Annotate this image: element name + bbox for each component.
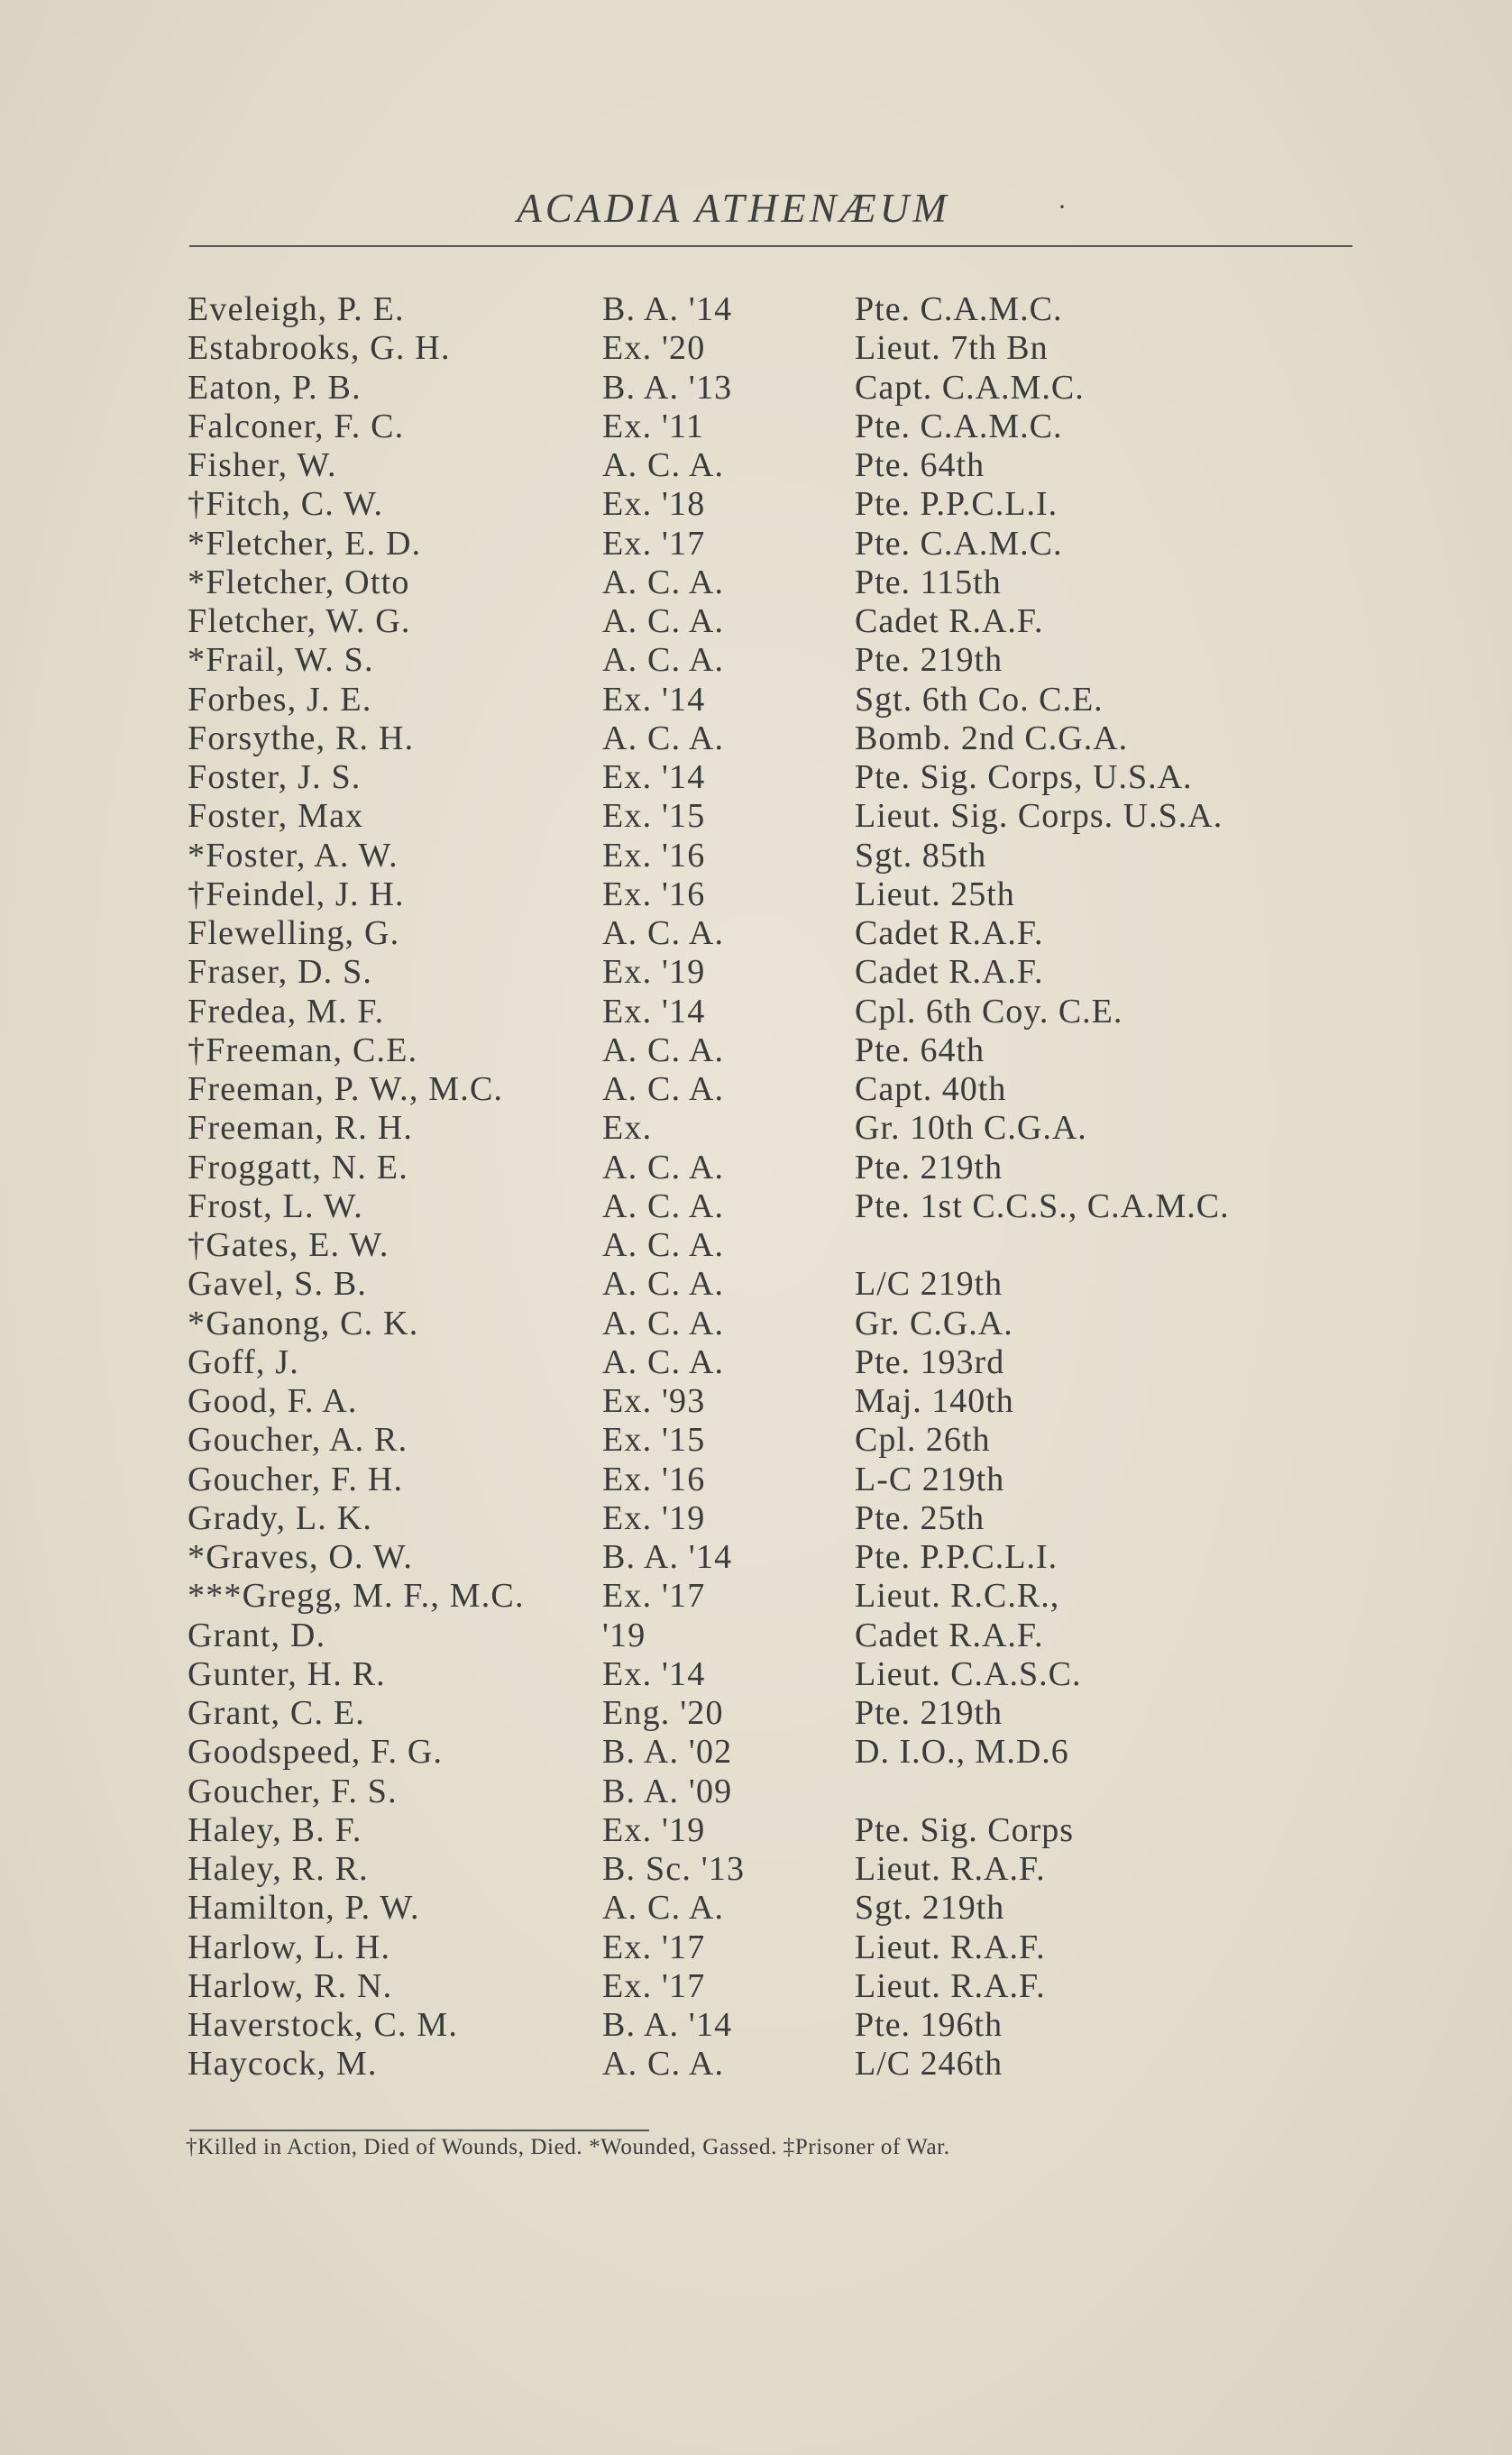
roster-rank: Sgt. 85th — [855, 836, 987, 875]
roster-degree: A. C. A. — [602, 1070, 725, 1108]
roster-degree: A. C. A. — [602, 446, 725, 484]
roster-name: Grant, D. — [188, 1616, 326, 1654]
roster-rank: L/C 219th — [855, 1265, 1003, 1304]
roster-row — [188, 1928, 1432, 1967]
roster-name: Eveleigh, P. E. — [188, 290, 405, 328]
roster-row — [188, 1577, 1432, 1616]
roster-rank: D. I.O., M.D.6 — [855, 1733, 1069, 1772]
roster-rank: Lieut. 25th — [855, 875, 1015, 913]
roster-row — [188, 563, 1432, 602]
roster-name: Haley, B. F. — [188, 1810, 362, 1849]
roster-name: Haley, R. R. — [188, 1850, 369, 1888]
roster-degree: B. A. '14 — [602, 290, 733, 328]
roster-degree: A. C. A. — [602, 1889, 725, 1928]
roster-rank: Cadet R.A.F. — [855, 953, 1044, 992]
roster-name: ***Gregg, M. F., M.C. — [188, 1577, 525, 1616]
roster-row — [188, 408, 1432, 446]
roster-name: Grady, L. K. — [188, 1498, 373, 1537]
roster-degree: B. A. '14 — [602, 1538, 733, 1576]
roster-row — [188, 681, 1432, 719]
roster-row — [188, 1226, 1432, 1265]
roster-row — [188, 1382, 1432, 1421]
roster-rank: Lieut. R.A.F. — [855, 1966, 1046, 2005]
roster-rank: Capt. C.A.M.C. — [855, 368, 1085, 407]
roster-name: Harlow, L. H. — [188, 1928, 391, 1966]
roster-name: Fisher, W. — [188, 446, 337, 484]
roster-rank: Cadet R.A.F. — [855, 602, 1044, 640]
roster-degree: A. C. A. — [602, 914, 725, 952]
roster-rank: Pte. 64th — [855, 1031, 985, 1069]
roster-degree: Ex. '14 — [602, 992, 706, 1031]
roster-name: Forbes, J. E. — [188, 680, 372, 719]
roster-degree: Ex. '93 — [602, 1382, 706, 1420]
roster-row — [188, 1773, 1432, 1811]
roster-name: Froggatt, N. E. — [188, 1148, 408, 1186]
roster-row — [188, 914, 1432, 953]
roster-name: Goucher, F. H. — [188, 1460, 404, 1498]
roster-row — [188, 290, 1432, 329]
roster-rank: Cadet R.A.F. — [855, 914, 1044, 952]
roster-row — [188, 1617, 1432, 1655]
roster-row — [188, 446, 1432, 485]
roster-name: †Feindel, J. H. — [188, 875, 405, 913]
roster-row — [188, 329, 1432, 368]
roster-name: Grant, C. E. — [188, 1694, 365, 1732]
roster-name: Fletcher, W. G. — [188, 602, 411, 640]
roster-name: Goodspeed, F. G. — [188, 1733, 444, 1772]
page-header — [0, 185, 1512, 232]
roster-row — [188, 2006, 1432, 2045]
roster-rank: Pte. P.P.C.L.I. — [855, 1538, 1058, 1576]
roster-row — [188, 1889, 1432, 1928]
roster-rank: Pte. C.A.M.C. — [855, 524, 1063, 563]
roster-degree: Ex. '17 — [602, 1577, 706, 1616]
roster-rank: Bomb. 2nd C.G.A. — [855, 719, 1129, 757]
roster-name: *Fletcher, Otto — [188, 563, 410, 601]
roster-degree: Ex. '15 — [602, 797, 706, 836]
roster-degree: Eng. '20 — [602, 1694, 724, 1732]
roster-rank: Pte. 64th — [855, 446, 985, 484]
roster-row — [188, 1343, 1432, 1382]
roster-degree: B. A. '13 — [602, 368, 733, 407]
roster-row — [188, 369, 1432, 408]
roster-degree: B. A. '09 — [602, 1772, 733, 1810]
roster-degree: Ex. '20 — [602, 329, 706, 368]
roster-row — [188, 953, 1432, 992]
roster-degree: A. C. A. — [602, 1342, 725, 1381]
roster-row — [188, 875, 1432, 914]
roster-rank: Pte. 219th — [855, 641, 1003, 680]
roster-rank: Lieut. R.C.R., — [855, 1577, 1060, 1616]
roster-degree: Ex. '17 — [602, 524, 706, 563]
roster-name: *Graves, O. W. — [188, 1538, 414, 1576]
roster-degree: Ex. '18 — [602, 485, 706, 524]
roster-name: †Freeman, C.E. — [188, 1031, 418, 1069]
roster-degree: Ex. '19 — [602, 1498, 706, 1537]
roster-name: †Gates, E. W. — [188, 1226, 389, 1264]
roster-name: Goucher, A. R. — [188, 1421, 408, 1460]
roster-name: Fraser, D. S. — [188, 953, 373, 992]
roster-row — [188, 1811, 1432, 1850]
roster-name: Falconer, F. C. — [188, 407, 405, 445]
roster-name: *Fletcher, E. D. — [188, 524, 422, 563]
roster-degree: Ex. '11 — [602, 407, 705, 445]
roster-name: Frost, L. W. — [188, 1186, 363, 1225]
roster-row — [188, 1305, 1432, 1343]
roster-degree: A. C. A. — [602, 1186, 725, 1225]
roster-rank: Pte. P.P.C.L.I. — [855, 485, 1058, 524]
roster-rank: Sgt. 6th Co. C.E. — [855, 680, 1104, 719]
roster-rank: Sgt. 219th — [855, 1889, 1005, 1928]
roster-name: Haverstock, C. M. — [188, 2006, 459, 2044]
roster-degree: A. C. A. — [602, 1031, 725, 1069]
roster-rank: L-C 219th — [855, 1460, 1005, 1498]
roster-row — [188, 719, 1432, 758]
roster-name: Good, F. A. — [188, 1382, 358, 1420]
roster-row — [188, 641, 1432, 680]
roster-name: Harlow, R. N. — [188, 1966, 393, 2005]
roster-name: Gavel, S. B. — [188, 1265, 368, 1304]
roster-rank: Gr. 10th C.G.A. — [855, 1109, 1087, 1148]
roster-name: †Fitch, C. W. — [188, 485, 384, 524]
roster-rank: Pte. Sig. Corps, U.S.A. — [855, 758, 1193, 796]
roster-row — [188, 758, 1432, 797]
roster-rank: Pte. 115th — [855, 563, 1002, 601]
roster-name: Goucher, F. S. — [188, 1772, 398, 1810]
roster-degree: Ex. '16 — [602, 875, 706, 913]
roster-name: Foster, J. S. — [188, 758, 362, 796]
roster-degree: Ex. '15 — [602, 1421, 706, 1460]
roster-name: Estabrooks, G. H. — [188, 329, 451, 368]
roster-degree: Ex. '14 — [602, 680, 706, 719]
roster-row — [188, 1461, 1432, 1499]
roster-row — [188, 1967, 1432, 2006]
roster-degree: '19 — [602, 1616, 646, 1654]
roster-row — [188, 602, 1432, 641]
roster-name: Goff, J. — [188, 1342, 299, 1381]
roster-rank: Pte. 25th — [855, 1498, 985, 1537]
roster-rank: L/C 246th — [855, 2045, 1003, 2084]
roster-rank: Pte. 219th — [855, 1694, 1003, 1732]
roster-degree: Ex. '16 — [602, 836, 706, 875]
roster-name: Eaton, P. B. — [188, 368, 362, 407]
footnote: †Killed in Action, Died of Wounds, Died. *Wounded, Gassed. ‡Prisoner of War. — [186, 2135, 950, 2159]
roster-name: Flewelling, G. — [188, 914, 400, 952]
roster-name: *Foster, A. W. — [188, 836, 399, 875]
roster-row — [188, 1109, 1432, 1148]
roster-name: Fredea, M. F. — [188, 992, 385, 1031]
roster-degree: A. C. A. — [602, 1304, 725, 1342]
roster-degree: Ex. '14 — [602, 1654, 706, 1693]
roster-name: Foster, Max — [188, 797, 364, 836]
roster-degree: A. C. A. — [602, 2045, 725, 2084]
roster-degree: Ex. '17 — [602, 1966, 706, 2005]
roster-rank: Cpl. 26th — [855, 1421, 991, 1460]
roster-rank: Gr. C.G.A. — [855, 1304, 1013, 1342]
roster-rank: Lieut. 7th Bn — [855, 329, 1049, 368]
roster-rank: Pte. C.A.M.C. — [855, 290, 1063, 328]
roster-row — [188, 1149, 1432, 1187]
roster-rank: Pte. 196th — [855, 2006, 1003, 2044]
roster-rank: Pte. C.A.M.C. — [855, 407, 1063, 445]
roster-degree: A. C. A. — [602, 1265, 725, 1304]
roster-rank: Lieut. Sig. Corps. U.S.A. — [855, 797, 1223, 836]
roster-rank: Pte. 193rd — [855, 1342, 1005, 1381]
roster-degree: A. C. A. — [602, 719, 725, 757]
roster-degree: Ex. '14 — [602, 758, 706, 796]
roster-row — [188, 1733, 1432, 1772]
roster-degree: B. A. '02 — [602, 1733, 733, 1772]
roster-rank: Lieut. R.A.F. — [855, 1850, 1046, 1888]
roster-row — [188, 993, 1432, 1031]
roster-rank: Lieut. C.A.S.C. — [855, 1654, 1082, 1693]
running-title: ACADIA ATHENÆUM — [517, 186, 950, 231]
roster-degree: Ex. — [602, 1109, 653, 1148]
roster-row — [188, 1694, 1432, 1733]
roster-degree: A. C. A. — [602, 1226, 725, 1264]
roster-name: Forsythe, R. H. — [188, 719, 415, 757]
roster-name: Gunter, H. R. — [188, 1654, 386, 1693]
roster-degree: A. C. A. — [602, 563, 725, 601]
roster-name: Hamilton, P. W. — [188, 1889, 420, 1928]
roster-row — [188, 1265, 1432, 1304]
roster-rank: Capt. 40th — [855, 1070, 1007, 1108]
roster-rank: Cpl. 6th Coy. C.E. — [855, 992, 1123, 1031]
roster-degree: B. Sc. '13 — [602, 1850, 746, 1888]
roster-list — [188, 290, 1432, 2084]
roster-row — [188, 1421, 1432, 1460]
roster-row — [188, 485, 1432, 524]
roster-row — [188, 1655, 1432, 1694]
header-mark: · — [1058, 192, 1070, 222]
roster-rank: Cadet R.A.F. — [855, 1616, 1044, 1654]
roster-name: *Frail, W. S. — [188, 641, 374, 680]
roster-row — [188, 797, 1432, 836]
roster-row — [188, 2045, 1432, 2084]
roster-row — [188, 1538, 1432, 1577]
roster-name: Haycock, M. — [188, 2045, 378, 2084]
roster-rank: Pte. 219th — [855, 1148, 1003, 1186]
roster-row — [188, 1850, 1432, 1889]
roster-rank: Pte. Sig. Corps — [855, 1810, 1075, 1849]
roster-name: Freeman, R. H. — [188, 1109, 414, 1148]
roster-rank: Maj. 140th — [855, 1382, 1014, 1420]
roster-degree: A. C. A. — [602, 641, 725, 680]
roster-degree: A. C. A. — [602, 602, 725, 640]
roster-rank: Lieut. R.A.F. — [855, 1928, 1046, 1966]
roster-row — [188, 837, 1432, 875]
roster-degree: Ex. '19 — [602, 953, 706, 992]
roster-row — [188, 1031, 1432, 1070]
roster-degree: Ex. '16 — [602, 1460, 706, 1498]
roster-row — [188, 525, 1432, 563]
footnote-rule — [189, 2130, 649, 2131]
roster-degree: Ex. '17 — [602, 1928, 706, 1966]
roster-degree: A. C. A. — [602, 1148, 725, 1186]
roster-name: Freeman, P. W., M.C. — [188, 1070, 504, 1108]
roster-row — [188, 1070, 1432, 1109]
roster-degree: Ex. '19 — [602, 1810, 706, 1849]
header-rule — [189, 245, 1352, 247]
roster-rank: Pte. 1st C.C.S., C.A.M.C. — [855, 1186, 1230, 1225]
roster-row — [188, 1187, 1432, 1226]
roster-degree: B. A. '14 — [602, 2006, 733, 2044]
roster-row — [188, 1499, 1432, 1538]
roster-name: *Ganong, C. K. — [188, 1304, 419, 1342]
